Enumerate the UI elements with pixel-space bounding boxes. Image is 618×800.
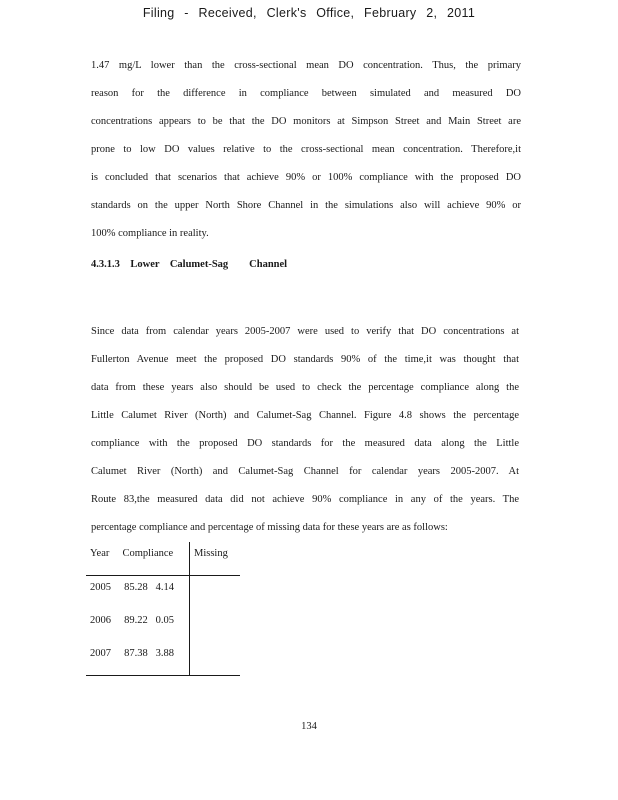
table-cell: 2005 85.28 4.14 bbox=[90, 582, 174, 593]
table-cell-empty bbox=[190, 576, 241, 610]
table-row bbox=[86, 576, 240, 610]
table-cell: 2007 87.38 3.88 bbox=[86, 642, 190, 676]
paragraph-2-line: Fullerton Avenue meet the proposed DO standards 90% of the time,it was thought that bbox=[91, 354, 519, 365]
table-header-row bbox=[86, 542, 240, 576]
paragraph-1-line: standards on the upper North Shore Channel in the simulations also will achieve 90% or bbox=[91, 200, 521, 211]
table-row bbox=[86, 609, 240, 642]
paragraph-2-line: compliance with the proposed DO standards for the measured data along the Little bbox=[91, 438, 519, 449]
paragraph-1-line: prone to low DO values relative to the cross-sectional mean concentration. Therefore,it bbox=[91, 144, 521, 155]
paragraph-1 bbox=[91, 52, 521, 248]
paragraph-2-line: percentage compliance and percentage of missing data for these years are as follows: bbox=[91, 522, 448, 533]
table-header-missing: Missing bbox=[190, 542, 241, 576]
table-header-year-compliance: Year Compliance bbox=[86, 542, 190, 576]
paragraph-2-line: Calumet River (North) and Calumet-Sag Channel for calendar years 2005-2007. At bbox=[91, 466, 519, 477]
paragraph-2-line: Route 83,the measured data did not achieve 90% compliance in any of the years. The bbox=[91, 494, 519, 505]
table-row bbox=[86, 642, 240, 676]
table-cell-empty bbox=[190, 609, 241, 642]
paragraph-1-line: reason for the difference in compliance between simulated and measured DO bbox=[91, 88, 521, 99]
paragraph-2 bbox=[91, 318, 519, 542]
paragraph-2-line: Since data from calendar years 2005-2007 were used to verify that DO concentrations at bbox=[91, 326, 519, 337]
paragraph-1-line: 100% compliance in reality. bbox=[91, 228, 209, 239]
paragraph-1-line: concentrations appears to be that the DO monitors at Simpson Street and Main Street are bbox=[91, 116, 521, 127]
section-heading: 4.3.1.3 Lower Calumet-Sag Channel bbox=[91, 259, 288, 270]
paragraph-1-line: 1.47 mg/L lower than the cross-sectional mean DO concentration. Thus, the primary bbox=[91, 60, 521, 71]
table-cell-empty bbox=[190, 642, 241, 676]
table-cell: 2006 89.22 0.05 bbox=[90, 615, 174, 626]
filing-header: Filing - Received, Clerk's Office, February 2, 2011 bbox=[142, 6, 476, 20]
paragraph-2-line: data from these years also should be used to check the percentage compliance along the bbox=[91, 382, 519, 393]
paragraph-1-line: is concluded that scenarios that achieve 90% or 100% compliance with the proposed DO bbox=[91, 172, 521, 183]
paragraph-2-line: Little Calumet River (North) and Calumet-Sag Channel. Figure 4.8 shows the percentage bbox=[91, 410, 519, 421]
compliance-table bbox=[86, 542, 240, 676]
page-number: 134 bbox=[301, 721, 317, 732]
